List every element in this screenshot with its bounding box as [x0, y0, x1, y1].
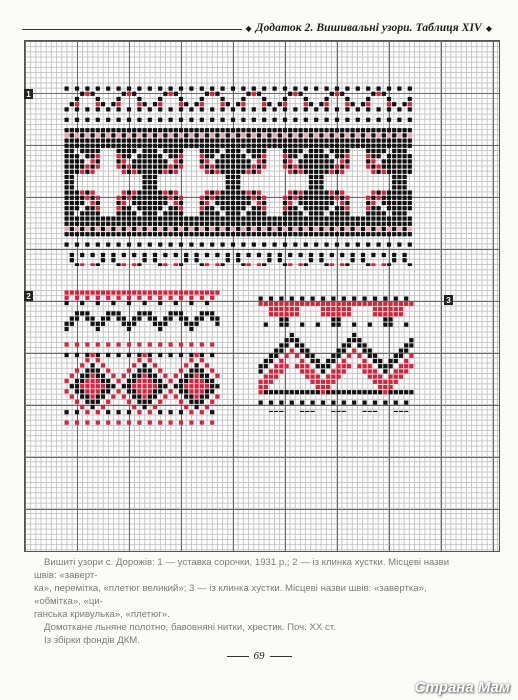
- footer-rule: [270, 656, 292, 657]
- embroidery-pattern-1: [64, 86, 414, 266]
- pattern-marker-1: 1: [24, 89, 33, 99]
- diamond-ornament-icon: ◆: [245, 23, 252, 33]
- figure-caption: [34, 556, 474, 647]
- page-title: Додаток 2. Вишивальні узори. Таблиця XIV: [255, 22, 482, 34]
- embroidery-pattern-2: [64, 290, 220, 428]
- caption-line: ка», переміткa, «плетюг великий»; 3 — із клинка хустки. Місцеві назви швів: «завертка», «обмітка», «ци-: [34, 583, 427, 607]
- caption-line: ганська кривулька», «плетюг».: [34, 609, 170, 620]
- pattern-marker-3: 3: [444, 295, 453, 305]
- caption-line: Із збірки фондів ДКМ.: [44, 635, 140, 646]
- page-header: [22, 20, 492, 36]
- page-footer: [0, 648, 518, 664]
- diamond-ornament-icon: ◆: [485, 23, 492, 33]
- watermark-logo: Страна Мам: [414, 679, 510, 696]
- page-number: 69: [253, 650, 265, 662]
- caption-line: Домоткане льняне полотно, бавовняні нитки, хрестик. Поч. XX ст.: [44, 622, 336, 633]
- caption-line: Вишиті узори с. Дорожів: 1 — уставка сорочки, 1931 р.; 2 — із клинка хустки. Місцеві назви швів: «заверт-: [34, 557, 450, 581]
- footer-rule: [227, 656, 249, 657]
- pattern-marker-2: 2: [24, 291, 33, 301]
- embroidery-pattern-3: [258, 296, 414, 412]
- header-rule: [22, 29, 242, 30]
